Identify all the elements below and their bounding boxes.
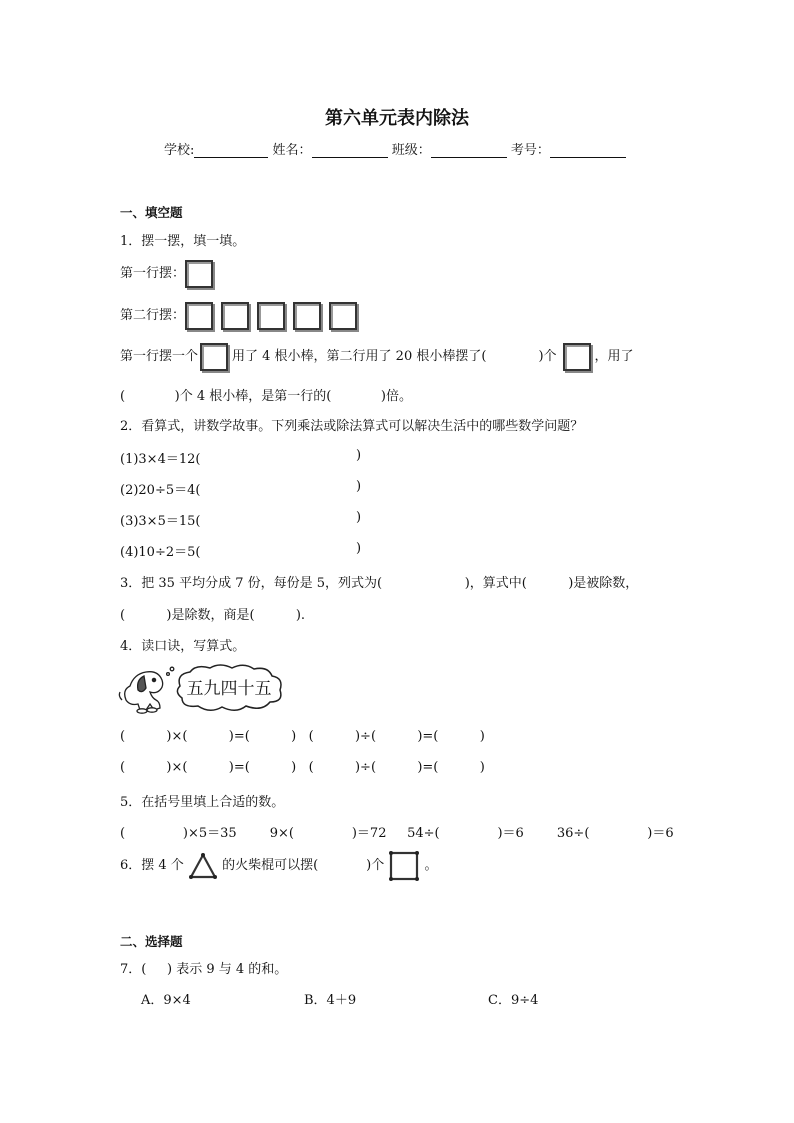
q7-option-b[interactable]: B．4＋9 (304, 993, 357, 1008)
square-icon (221, 302, 249, 330)
class-blank[interactable] (431, 143, 507, 158)
q6-line (120, 849, 438, 883)
q1-line2: ( )个 4 根小棒，是第一行的( )倍。 (120, 389, 412, 404)
q2-item-4 (120, 541, 200, 560)
q7-option-a[interactable]: A．9×4 (141, 993, 191, 1008)
square-icon (257, 302, 285, 330)
q1-row1-label: 第一行摆： (120, 266, 186, 281)
student-info-line (164, 139, 626, 158)
q1-stem: 1．摆一摆，填一填。 (120, 234, 246, 249)
q4-stem: 4．读口诀，写算式。 (120, 639, 246, 654)
name-label: 姓名： (272, 143, 312, 158)
q1-line1-text-d: ，用了 (594, 349, 634, 364)
q6-text-b: 的火柴棍可以摆( (222, 858, 319, 873)
q2-item-2 (120, 479, 200, 498)
square-icon (293, 302, 321, 330)
school-label: 学校: (164, 143, 195, 158)
q1-line1-text-b: 用了 4 根小棒，第二行用了 20 根小棒摆了( (232, 349, 487, 364)
number-blank[interactable] (550, 143, 626, 158)
q4-line1: ( )×( )=( ) ( )÷( )=( ) (120, 729, 485, 744)
q6-text-c: )个 (366, 858, 385, 873)
number-label: 考号： (510, 143, 550, 158)
q1-line1-text-a: 第一行摆一个 (120, 349, 199, 364)
dog-icon (119, 667, 173, 713)
q7-option-c[interactable]: C．9÷4 (488, 993, 539, 1008)
square-icon (329, 302, 357, 330)
q2-item-3-close: ) (356, 510, 362, 525)
q4-rhyme: 五九四十五 (186, 679, 272, 699)
q2-stem: 2．看算式，讲数学故事。下列乘法或除法算式可以解决生活中的哪些数学问题？ (120, 419, 584, 434)
q5-equations: ( )×5＝35 9×( )＝72 54÷( )＝6 36÷( )＝6 (120, 826, 674, 841)
q2-item-text: (4)10÷2＝5( (120, 545, 201, 560)
school-blank[interactable] (194, 143, 268, 158)
q5-stem: 5．在括号里填上合适的数。 (120, 795, 285, 810)
q1-line1-text-c: )个 (538, 349, 557, 364)
matchstick-square-icon (388, 850, 420, 882)
q6-text-d: 。 (424, 858, 438, 873)
square-icon (185, 302, 213, 330)
page-title: 第六单元表内除法 (325, 108, 469, 129)
q1-line1 (120, 341, 634, 373)
q2-item-2-close: ) (356, 479, 362, 494)
q1-row2 (120, 300, 365, 332)
q1-row1 (120, 258, 221, 290)
triangle-icon (188, 852, 218, 880)
section-fill-blanks: 一、填空题 (120, 205, 183, 220)
q2-item-text: (2)20÷5＝4( (120, 483, 201, 498)
name-blank[interactable] (312, 143, 388, 158)
class-label: 班级： (391, 143, 431, 158)
square-icon (185, 260, 213, 288)
q2-item-1 (120, 448, 200, 467)
q3-line2: ( )是除数，商是( ). (120, 608, 306, 623)
q2-item-3 (120, 510, 200, 529)
square-icon (200, 343, 228, 371)
q2-item-1-close: ) (356, 448, 362, 463)
q1-row2-label: 第二行摆： (120, 308, 186, 323)
q2-item-text: (3)3×5＝15( (120, 514, 201, 529)
square-icon (563, 343, 591, 371)
q4-line2: ( )×( )=( ) ( )÷( )=( ) (120, 760, 485, 775)
section-multiple-choice: 二、选择题 (120, 934, 183, 949)
dog-cloud-illustration (116, 660, 306, 718)
q6-text-a: 6．摆 4 个 (120, 858, 184, 873)
q2-item-4-close: ) (356, 541, 362, 556)
q3-line1: 3．把 35 平均分成 7 份，每份是 5，列式为( )，算式中( )是被除数， (120, 576, 639, 591)
q7-stem: 7．( ) 表示 9 与 4 的和。 (120, 962, 288, 977)
q2-item-text: (1)3×4＝12( (120, 452, 201, 467)
